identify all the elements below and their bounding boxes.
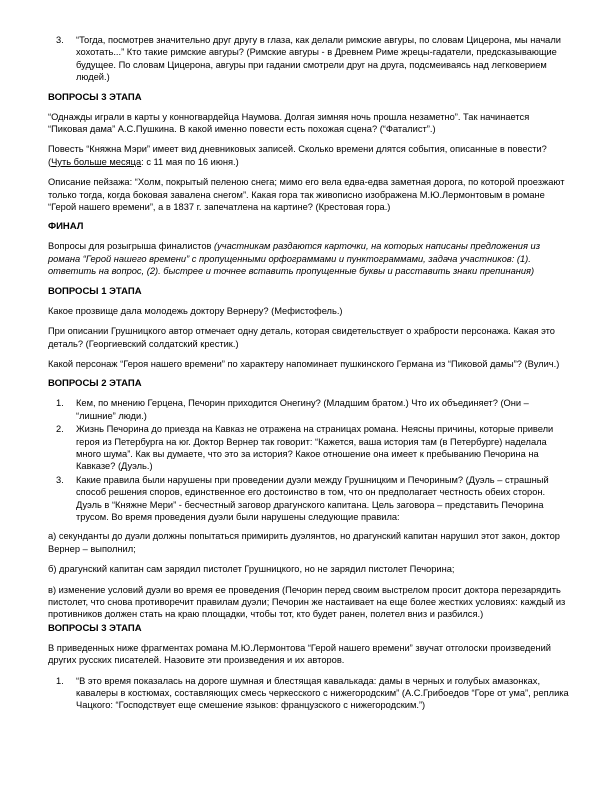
- paragraph: в) изменение условий дуэли во время ее проведения (Печорин перед своим выстрелом просит доктора перезарядить пистолет, что снова противоречит правилам дуэли; Печорин же настаивает на еще более жестких условиях: каждый из противников должен стать на краю площадки, чтобы тот, кто будет ранен, полетел вниз и разбился.): [48, 584, 566, 620]
- list-item: [48, 34, 570, 84]
- paragraph: б) драгунский капитан сам зарядил пистолет Грушницкого, но не зарядил пистолет Печорина;: [48, 564, 455, 575]
- section-heading-stage-3: ВОПРОСЫ 3 ЭТАПА: [48, 91, 142, 103]
- list-number: 3.: [56, 35, 64, 45]
- stage-2-list: [48, 397, 570, 523]
- section-heading-final: ФИНАЛ: [48, 221, 84, 233]
- underlined-text: Чуть больше месяца: [51, 156, 142, 167]
- paragraph: Вопросы для розыгрыша финалистов (участникам раздаются карточки, на которых написаны предложения из романа “Герой нашего времени” с пропущенными орфограммами и пунктограммами, задача участников: (1). ответить на вопрос, (2). быстрее и точнее вставить пропущенные буквы и расставить знаки препинания): [48, 241, 541, 277]
- stage-3-list: [48, 675, 570, 712]
- italic-note: (участникам раздаются карточки, на которых написаны предложения из романа “Герой нашего времени” с пропущенными орфограммами и пунктограммами, задача участников: (1). ответить на вопрос, (2). быстрее и точнее вставить пропущенные буквы и расставить знаки препинания): [48, 241, 541, 277]
- list-item-text: “Тогда, посмотрев значительно друг другу в глаза, как делали римские авгуры, по словам Цицерона, мы начали хохотать...” Кто такие римские авгуры? (Римские авгуры - в Древнем Риме жрецы-гадатели, предсказывающие будущее. По словам Цицерона, авгуры при гадании смотрели друг на друга, подсмеиваясь над легковерием людей.): [76, 35, 561, 83]
- paragraph: а) секунданты до дуэли должны попытаться примирить дуэлянтов, но драгунский капитан нарушил этот закон, доктор Вернер – выполнил;: [48, 531, 560, 554]
- paragraph: Описание пейзажа: “Холм, покрытый пеленою снега; мимо его вела едва-едва заметная дорога, по которой проезжают только тогда, когда боковая завалена снегом”. Какая гора так живописно изображена М.Ю.Лермонтовым в романе “Герой нашего времени”, а в 1837 г. запечатлена на картине? (Крестовая гора.): [48, 177, 565, 213]
- intro-list: [48, 34, 570, 84]
- list-item: 1. Кем, по мнению Герцена, Печорин приходится Онегину? (Младшим братом.) Что их объединяет? (Они – “лишние” люди.): [56, 398, 529, 421]
- list-item: 3. Какие правила были нарушены при проведении дуэли между Грушницким и Печориным? (Дуэль – страшный способ решения споров, единственное его достоинство в том, что он предполагает честность обеих сторон. Дуэль в “Княжне Мери” - бесчестный заговор драгунского капитана. Цель заговора – представить Печорина трусом. Во время проведения дуэли были нарушены следующие правила:: [56, 474, 549, 522]
- section-heading-stage-1: ВОПРОСЫ 1 ЭТАПА: [48, 285, 142, 297]
- paragraph: Какой персонаж “Героя нашего времени” по характеру напоминает пушкинского Германа из “Пиковой дамы”? (Вулич.): [48, 358, 560, 369]
- paragraph: В приведенных ниже фрагментах романа М.Ю.Лермонтова “Герой нашего времени” звучат отголоски произведений других русских писателей. Назовите эти произведения и их авторов.: [48, 642, 551, 666]
- paragraph: “Однажды играли в карты у конногвардейца Наумова. Долгая зимняя ночь прошла незаметно”. Так начинается “Пиковая дама” А.С.Пушкина. В какой именно повести есть похожая сцена? (“Фаталист”.): [48, 111, 530, 135]
- list-item: 1. “В это время показалась на дороге шумная и блестящая кавалькада: дамы в черных и голубых амазонках, кавалеры в костюмах, составляющих смесь черкесского с нижегородским” (А.С.Грибоедов “Горе от ума”, реплика Чацкого: “Господствует еще смешение языков: французского с нижегородским.”): [56, 675, 569, 711]
- paragraph: Какое прозвище дала молодежь доктору Вернеру? (Мефистофель.): [48, 305, 343, 316]
- document-page: [48, 34, 570, 719]
- paragraph: При описании Грушницкого автор отмечает одну деталь, которая свидетельствует о храбрости персонажа. Какая это деталь? (Георгиевский солдатский крестик.): [48, 326, 555, 349]
- list-item: 2. Жизнь Печорина до приезда на Кавказ не отражена на страницах романа. Неясны причины, которые привели героя из Петербурга на юг. Доктор Вернер так говорит: “Кажется, ваша история там (в Петербурге) наделала много шума”. Как вы думаете, что это за история? Какое отношение она имеет к пребыванию Печорина на Кавказе? (Дуэль.): [56, 424, 554, 472]
- paragraph: Повесть “Княжна Мэри” имеет вид дневниковых записей. Сколько времени длятся события, описанные в повести? (Чуть больше месяца: с 11 мая по 16 июня.): [48, 144, 547, 167]
- section-heading-stage-2: ВОПРОСЫ 2 ЭТАПА: [48, 378, 142, 390]
- section-heading-stage-3-second: ВОПРОСЫ 3 ЭТАПА: [48, 622, 142, 634]
